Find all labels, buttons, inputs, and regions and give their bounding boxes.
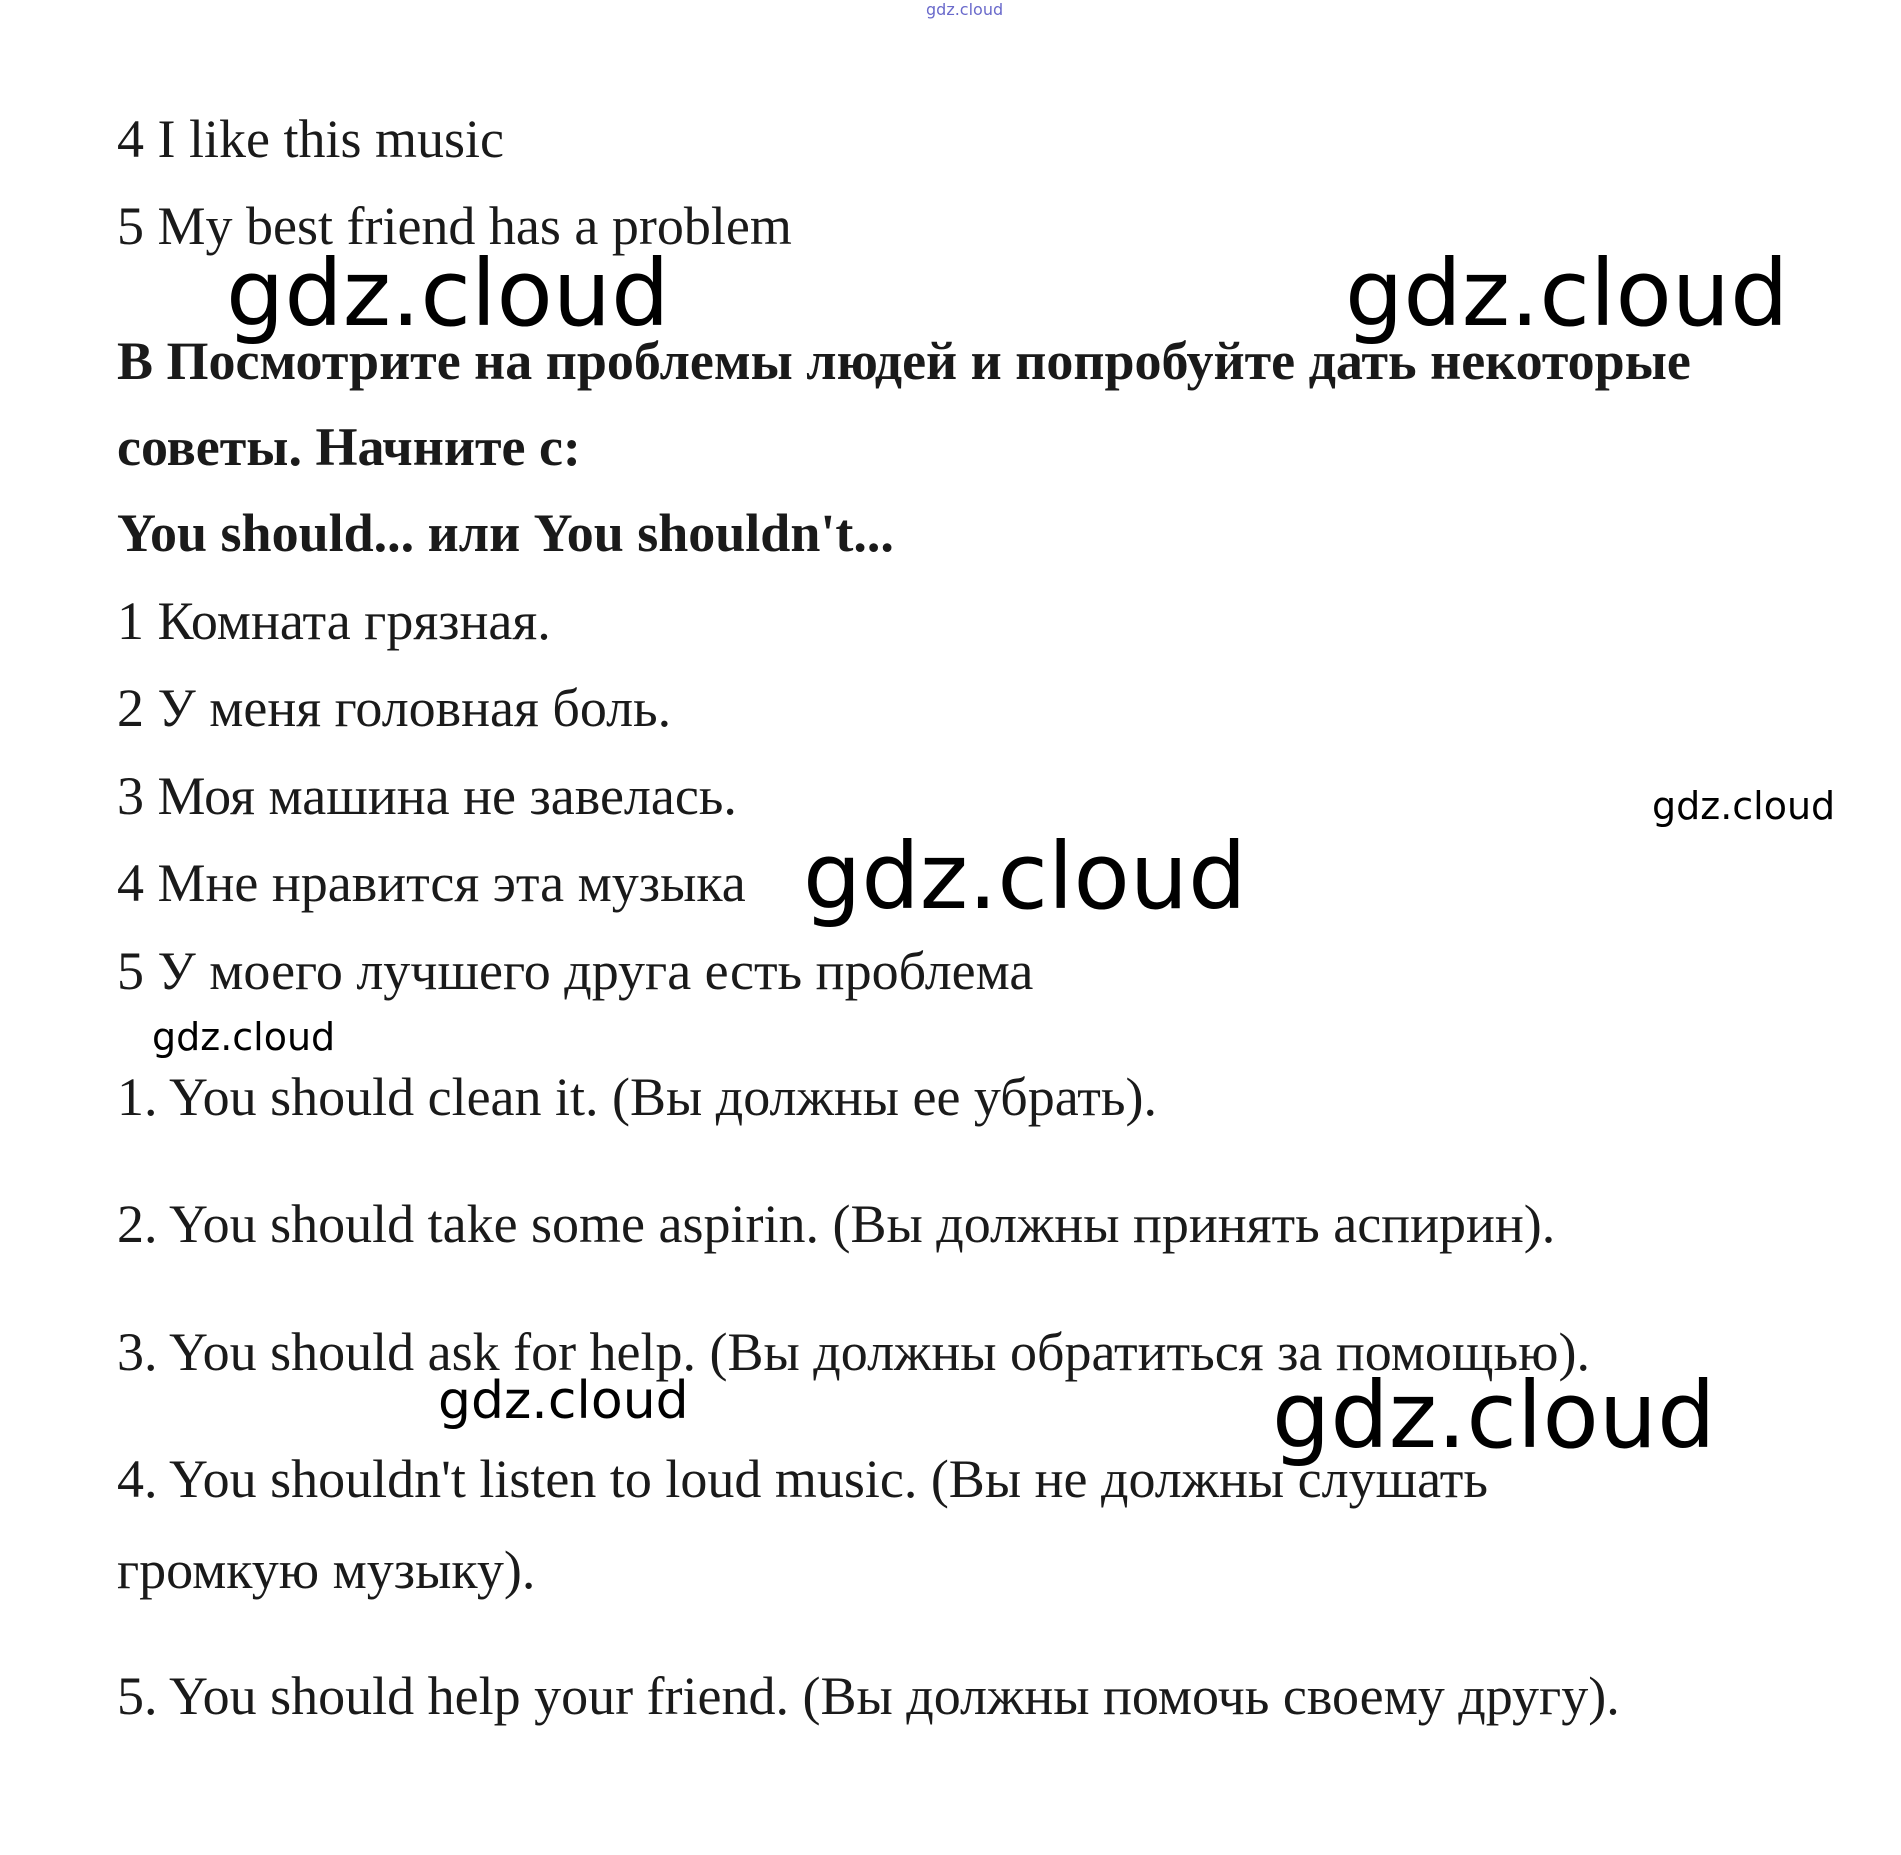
watermark-top: gdz.cloud [926,0,1004,19]
task-title-line-3: You should... или You shouldn't... [117,503,894,563]
answer-item-3: 3. You should ask for help. (Вы должны обратиться за помощью). [117,1322,1590,1382]
problem-item-3: 3 Моя машина не завелась. [117,766,737,826]
problem-item-5: 5 У моего лучшего друга есть проблема [117,941,1034,1001]
watermark-4: gdz.cloud [803,823,1247,930]
watermark-1: gdz.cloud [226,240,670,347]
answer-item-4-continued: громкую музыку). [117,1540,536,1600]
watermark-3: gdz.cloud [1652,784,1836,828]
watermark-5: gdz.cloud [152,1015,336,1059]
intro-line-4: 4 I like this music [117,109,504,169]
task-title-line-1: В Посмотрите на проблемы людей и попробуйте дать некоторые [117,331,1691,391]
problem-item-1: 1 Комната грязная. [117,591,551,651]
watermark-6: gdz.cloud [438,1371,689,1431]
task-title-line-2: советы. Начните с: [117,417,581,477]
problem-item-4: 4 Мне нравится эта музыка [117,853,746,913]
intro-line-5: 5 My best friend has a problem [117,196,792,256]
watermark-2: gdz.cloud [1345,240,1789,347]
answer-item-2: 2. You should take some aspirin. (Вы должны принять аспирин). [117,1194,1556,1254]
answer-item-1: 1. You should clean it. (Вы должны ее убрать). [117,1067,1157,1127]
watermark-7: gdz.cloud [1272,1362,1716,1469]
problem-item-2: 2 У меня головная боль. [117,678,672,738]
answer-item-5: 5. You should help your friend. (Вы должны помочь своему другу). [117,1666,1620,1726]
answer-item-4: 4. You shouldn't listen to loud music. (Вы не должны слушать [117,1449,1488,1509]
